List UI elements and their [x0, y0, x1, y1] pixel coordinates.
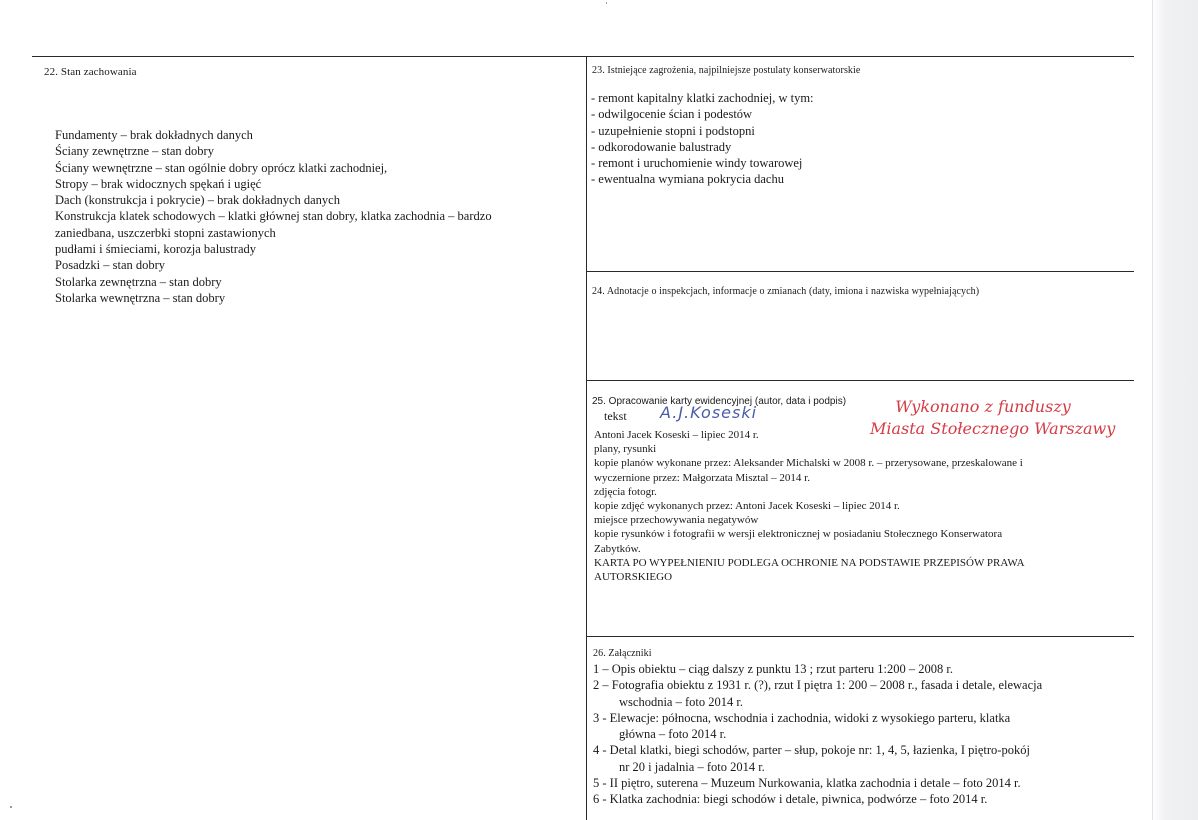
authorship-line: Zabytków.	[594, 542, 641, 555]
attachment-item: 1 – Opis obiektu – ciąg dalszy z punktu 13 ; rzut parteru 1:200 – 2008 r.	[593, 662, 954, 676]
authorship-line: miejsce przechowywania negatywów	[594, 514, 759, 527]
attachment-item: 5 - II piętro, suterena – Muzeum Nurkowania, klatka zachodnia i detale – foto 2014 r.	[593, 776, 1021, 791]
section-22-title: 22. Stan zachowania	[44, 66, 137, 78]
authorship-line: AUTORSKIEGO	[594, 571, 673, 584]
condition-line: Dach (konstrukcja i pokrycie) – brak dokładnych danych	[55, 193, 340, 208]
postulate-line: - remont kapitalny klatki zachodniej, w tym:	[591, 91, 814, 105]
condition-line: Ściany wewnętrzne – stan ogólnie dobry oprócz klatki zachodniej,	[55, 160, 388, 175]
attachment-item: 2 – Fotografia obiektu z 1931 r. (?), rzut I piętra 1: 200 – 2008 r., fasada i detale, elewacja	[593, 678, 1043, 693]
condition-line: Stolarka wewnętrzna – stan dobry	[55, 290, 226, 305]
authorship-line: kopie rysunków i fotografii w wersji elektronicznej w posiadaniu Stołecznego Konserwatora	[594, 528, 1003, 541]
condition-line: pudłami i śmieciami, korozja balustrady	[55, 242, 256, 257]
section-24	[592, 286, 979, 298]
postulate-line: - odwilgocenie ścian i podestów	[591, 107, 753, 122]
section-26	[593, 648, 652, 660]
attachment-item: 6 - Klatka zachodnia: biegi schodów i detale, piwnica, podwórze – foto 2014 r.	[593, 792, 988, 807]
condition-line: zaniedbana, uszczerbki stopni zastawionych	[55, 225, 276, 240]
author-signature: A.J.Koseski	[660, 403, 758, 422]
attachment-item-continued: nr 20 i jadalnia – foto 2014 r.	[619, 759, 765, 774]
authorship-line: kopie planów wykonane przez: Aleksander Michalski w 2008 r. – przerysowane, przeskalowane i	[594, 457, 1023, 470]
condition-line: Posadzki – stan dobry	[55, 258, 166, 273]
divider-24-25	[586, 380, 1134, 381]
section-25-content	[594, 428, 1025, 584]
postulate-line: - odkorodowanie balustrady	[591, 139, 732, 154]
authorship-line: plany, rysunki	[594, 443, 657, 456]
authorship-line: KARTA PO WYPEŁNIENIU PODLEGA OCHRONIE NA PODSTAWIE PRZEPISÓW PRAWA	[594, 556, 1025, 569]
authorship-line: zdjęcia fotogr.	[594, 485, 657, 498]
top-border	[32, 56, 1134, 57]
divider-23-24	[586, 271, 1134, 272]
postulate-line: - ewentualna wymiana pokrycia dachu	[591, 172, 784, 187]
attachment-item: 3 - Elewacje: północna, wschodnia i zachodnia, widoki z wysokiego parteru, klatka	[593, 710, 1011, 725]
section-22	[44, 66, 137, 78]
section-26-title: 26. Załączniki	[593, 648, 652, 659]
attachment-item-continued: wschodnia – foto 2014 r.	[619, 694, 743, 709]
tekst-label: tekst	[604, 409, 627, 423]
attachment-item-continued: główna – foto 2014 r.	[619, 727, 727, 742]
scan-speck	[606, 2, 607, 4]
scan-edge-shadow	[1152, 0, 1198, 820]
scan-edge-line	[1152, 0, 1153, 820]
attachments-list	[593, 661, 1042, 808]
authorship-line: kopie zdjęć wykonanych przez: Antoni Jacek Koseski – lipiec 2014 r.	[594, 500, 900, 513]
condition-line: Konstrukcja klatek schodowych – klatki głównej stan dobry, klatka zachodnia – bardzo	[55, 209, 492, 224]
column-divider	[586, 56, 587, 820]
stamp-line: Miasta Stołecznego Warszawy	[870, 419, 1116, 438]
scan-speck	[10, 806, 12, 808]
condition-line: Stropy – brak widocznych spękań i ugięć	[55, 176, 262, 191]
section-22-content	[55, 127, 492, 306]
section-23	[592, 65, 860, 77]
divider-25-26	[586, 636, 1134, 637]
authorship-line: Antoni Jacek Koseski – lipiec 2014 r.	[594, 429, 759, 441]
condition-line: Stolarka zewnętrzna – stan dobry	[55, 274, 222, 289]
condition-line: Ściany zewnętrzne – stan dobry	[55, 144, 214, 159]
postulate-line: - uzupełnienie stopni i podstopni	[591, 123, 755, 138]
stamp-line: Wykonano z funduszy	[895, 397, 1071, 416]
evidence-card-form	[32, 56, 1134, 820]
section-24-title: 24. Adnotacje o inspekcjach, informacje o zmianach (daty, imiona i nazwiska wypełniających)	[592, 286, 980, 297]
authorship-line: wyczernione przez: Małgorzata Misztal – 2014 r.	[594, 471, 810, 484]
section-23-title: 23. Istniejące zagrożenia, najpilniejsze postulaty konserwatorskie	[592, 65, 861, 76]
attachment-item: 4 - Detal klatki, biegi schodów, parter – słup, pokoje nr: 1, 4, 5, łazienka, I piętro-pokój	[593, 743, 1030, 758]
postulate-line: - remont i uruchomienie windy towarowej	[591, 156, 803, 171]
section-23-content	[591, 90, 814, 188]
section-25-title: 25. Opracowanie karty ewidencyjnej (autor, data i podpis)	[592, 396, 847, 407]
condition-line: Fundamenty – brak dokładnych danych	[55, 128, 253, 142]
